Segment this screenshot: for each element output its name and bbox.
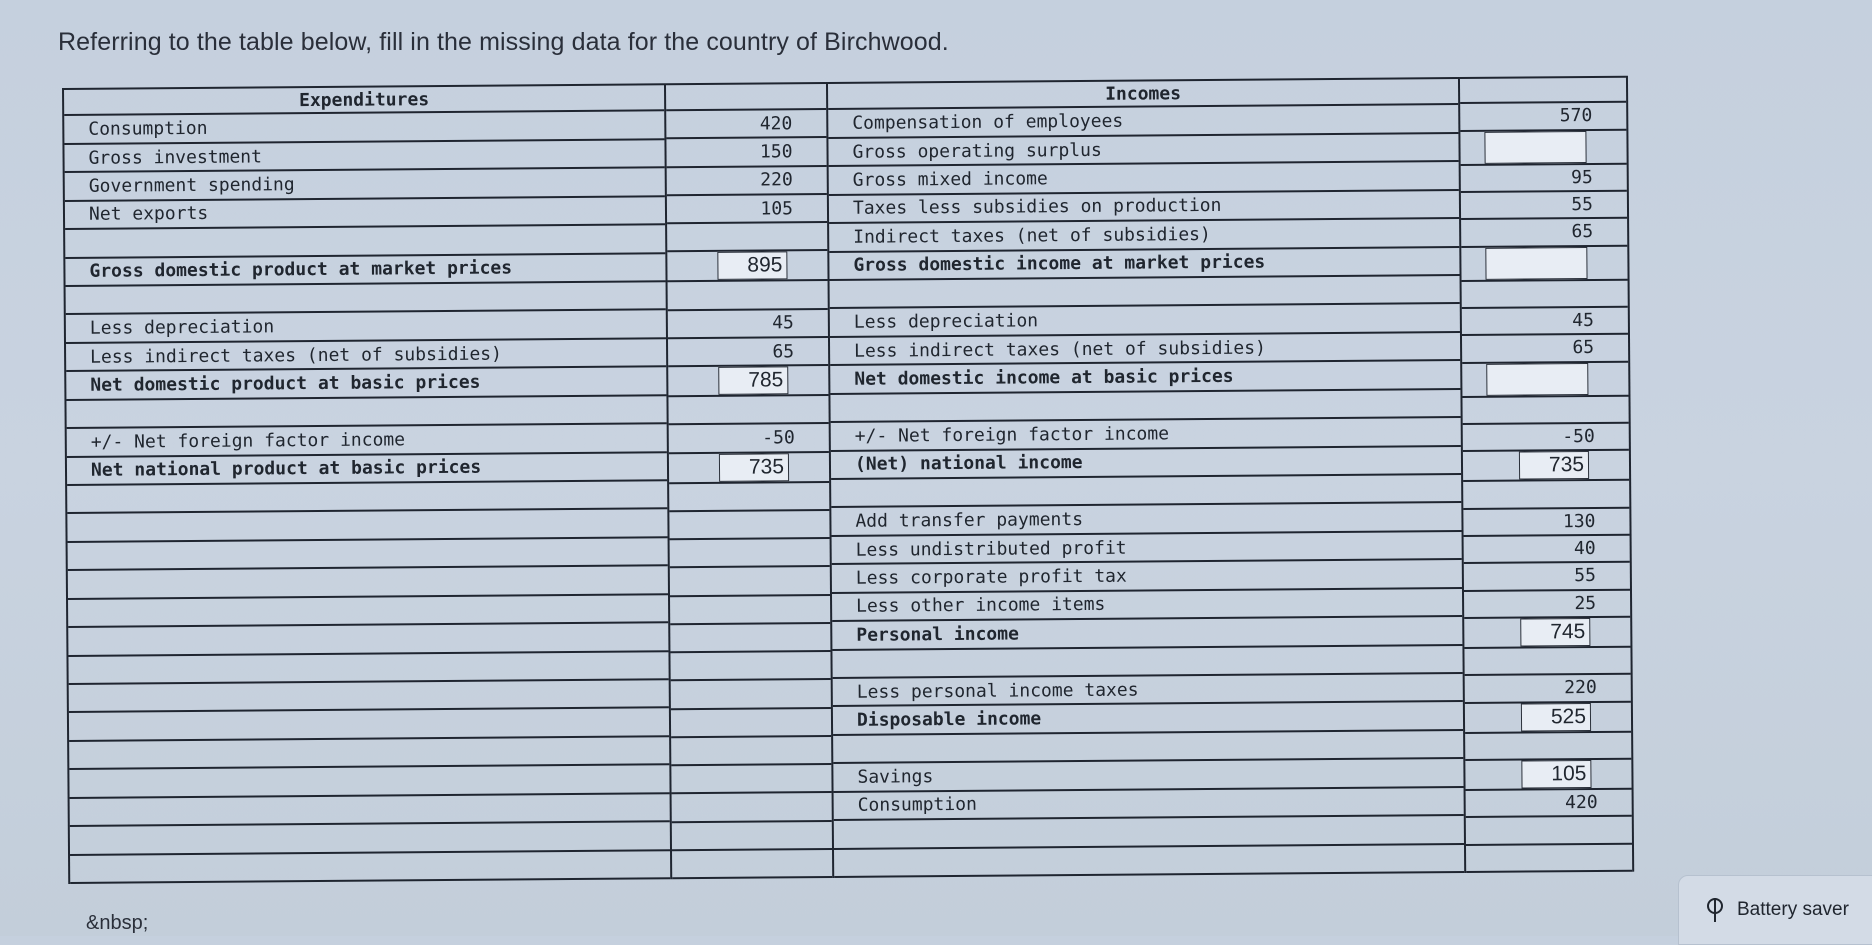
exp-label-less-depreciation: Less depreciation bbox=[66, 311, 666, 344]
gdp-market-answer-input[interactable]: 895 bbox=[717, 252, 787, 281]
exp-label-net-exports: Net exports bbox=[65, 197, 665, 230]
footer-nbsp-text: &nbsp; bbox=[86, 912, 149, 934]
inc-value-less-indirect-taxes: 65 bbox=[1462, 335, 1628, 364]
inc-value-disposable-income-cell bbox=[1465, 702, 1631, 733]
income-label-column bbox=[826, 77, 1464, 878]
exp-value-government-spending: 220 bbox=[667, 167, 827, 196]
inc-value-personal-taxes: 220 bbox=[1465, 675, 1631, 704]
battery-saver-label: Battery saver bbox=[1737, 899, 1849, 920]
inc-value-compensation: 570 bbox=[1460, 103, 1626, 132]
exp-label-government-spending: Government spending bbox=[65, 169, 665, 202]
blank-cell bbox=[668, 281, 828, 310]
expenditure-value-column bbox=[664, 82, 832, 879]
inc-label-national-income: (Net) national income bbox=[831, 447, 1461, 480]
nnp-basic-answer-input[interactable]: 735 bbox=[719, 453, 789, 482]
inc-label-other-income: Less other income items bbox=[832, 589, 1462, 622]
inc-value-ndi-basic-cell bbox=[1462, 362, 1628, 397]
gdi-market-answer-input[interactable] bbox=[1485, 247, 1587, 280]
exp-label-gross-investment: Gross investment bbox=[64, 140, 664, 173]
ndi-basic-answer-input[interactable] bbox=[1486, 363, 1588, 396]
exp-label-consumption: Consumption bbox=[64, 112, 664, 145]
inc-value-undistributed-profit: 40 bbox=[1464, 536, 1630, 565]
blank-cell bbox=[672, 850, 832, 879]
blank-cell bbox=[1463, 481, 1629, 510]
blank-cell bbox=[1466, 844, 1632, 873]
inc-value-less-depreciation: 45 bbox=[1462, 308, 1628, 337]
exp-label-net-foreign-factor: +/- Net foreign factor income bbox=[67, 424, 667, 457]
blank-cell bbox=[70, 851, 670, 884]
inc-value-transfer-payments: 130 bbox=[1463, 508, 1629, 537]
inc-label-undistributed-profit: Less undistributed profit bbox=[832, 532, 1462, 565]
blank-cell bbox=[670, 567, 830, 596]
inc-value-gross-operating-surplus-cell bbox=[1460, 130, 1626, 165]
blank-cell bbox=[672, 793, 832, 823]
inc-label-consumption: Consumption bbox=[834, 788, 1464, 821]
disposable-income-answer-input[interactable]: 525 bbox=[1521, 703, 1591, 732]
exp-label-less-indirect-taxes: Less indirect taxes (net of subsidies) bbox=[66, 339, 666, 372]
inc-label-gross-operating-surplus: Gross operating surplus bbox=[828, 134, 1458, 167]
blank-cell bbox=[669, 511, 829, 540]
national-income-answer-input[interactable]: 735 bbox=[1519, 451, 1589, 480]
inc-label-personal-taxes: Less personal income taxes bbox=[833, 674, 1463, 707]
exp-label-gdp-market: Gross domestic product at market prices bbox=[65, 254, 665, 287]
blank-cell bbox=[670, 652, 830, 681]
blank-cell bbox=[667, 223, 827, 253]
exp-value-gross-investment: 150 bbox=[666, 138, 826, 168]
incomes-header: Incomes bbox=[828, 77, 1458, 110]
exp-value-less-indirect-taxes: 65 bbox=[668, 338, 828, 368]
blank-cell bbox=[834, 845, 1464, 878]
blank-cell bbox=[670, 539, 830, 569]
ndp-basic-answer-input[interactable]: 785 bbox=[718, 366, 788, 395]
blank-cell bbox=[668, 396, 828, 425]
inc-label-indirect-taxes: Indirect taxes (net of subsidies) bbox=[829, 219, 1459, 252]
inc-value-savings-cell bbox=[1465, 760, 1631, 791]
inc-label-less-indirect-taxes: Less indirect taxes (net of subsidies) bbox=[830, 333, 1460, 366]
inc-label-savings: Savings bbox=[833, 759, 1463, 792]
exp-label-nnp-basic: Net national product at basic prices bbox=[67, 453, 667, 486]
exp-label-ndp-basic: Net domestic product at basic prices bbox=[66, 368, 666, 401]
exp-value-consumption: 420 bbox=[666, 110, 826, 139]
inc-value-other-income: 25 bbox=[1464, 590, 1630, 619]
inc-label-transfer-payments: Add transfer payments bbox=[831, 503, 1461, 536]
battery-saver-notification[interactable] bbox=[1678, 875, 1872, 945]
blank-cell bbox=[670, 624, 830, 654]
inc-value-consumption: 420 bbox=[1466, 790, 1632, 819]
inc-label-taxes-less-subsidies: Taxes less subsidies on production bbox=[829, 191, 1459, 224]
blank-cell bbox=[672, 821, 832, 850]
expenditures-header: Expenditures bbox=[64, 83, 664, 116]
blank-cell bbox=[669, 483, 829, 513]
question-prompt: Referring to the table below, fill in the missing data for the country of Birchwood. bbox=[58, 28, 949, 56]
inc-value-gross-mixed-income: 95 bbox=[1461, 164, 1627, 193]
blank-cell bbox=[1462, 396, 1628, 425]
inc-value-net-foreign-factor: -50 bbox=[1463, 424, 1629, 453]
inc-label-personal-income: Personal income bbox=[832, 617, 1462, 650]
inc-label-disposable-income: Disposable income bbox=[833, 702, 1463, 735]
blank-cell bbox=[671, 680, 831, 709]
exp-value-net-exports: 105 bbox=[667, 195, 827, 224]
expenditure-label-column bbox=[62, 83, 670, 884]
inc-value-gdi-market-cell bbox=[1461, 246, 1627, 281]
inc-value-national-income-cell bbox=[1463, 451, 1629, 482]
savings-answer-input[interactable]: 105 bbox=[1521, 760, 1591, 789]
income-value-column bbox=[1458, 76, 1634, 873]
blank-cell bbox=[1464, 648, 1630, 677]
blank-cell bbox=[671, 765, 831, 794]
exp-value-ndp-basic-cell bbox=[668, 366, 828, 397]
inc-label-gdi-market: Gross domestic income at market prices bbox=[829, 248, 1459, 281]
battery-saver-icon bbox=[1705, 896, 1725, 924]
inc-label-compensation: Compensation of employees bbox=[828, 105, 1458, 138]
national-accounts-table bbox=[62, 75, 1674, 884]
gross-operating-surplus-answer-input[interactable] bbox=[1484, 131, 1586, 164]
inc-label-gross-mixed-income: Gross mixed income bbox=[829, 162, 1459, 195]
blank-cell bbox=[671, 737, 831, 766]
inc-value-indirect-taxes: 65 bbox=[1461, 219, 1627, 248]
blank-cell bbox=[1462, 280, 1628, 309]
exp-value-nnp-basic-cell bbox=[669, 453, 829, 484]
blank-cell bbox=[670, 596, 830, 625]
inc-label-net-foreign-factor: +/- Net foreign factor income bbox=[831, 418, 1461, 451]
exp-value-less-depreciation: 45 bbox=[668, 310, 828, 339]
inc-value-taxes-less-subsidies: 55 bbox=[1461, 192, 1627, 221]
blank-cell bbox=[666, 82, 826, 111]
blank-cell bbox=[1460, 76, 1626, 105]
inc-label-ndi-basic: Net domestic income at basic prices bbox=[830, 361, 1460, 394]
inc-label-less-depreciation: Less depreciation bbox=[830, 304, 1460, 337]
blank-cell bbox=[1466, 817, 1632, 846]
blank-cell bbox=[671, 709, 831, 739]
inc-value-personal-income-cell bbox=[1464, 618, 1630, 649]
personal-income-answer-input[interactable]: 745 bbox=[1520, 618, 1590, 647]
inc-value-corporate-tax: 55 bbox=[1464, 563, 1630, 592]
inc-label-corporate-tax: Less corporate profit tax bbox=[832, 560, 1462, 593]
exp-value-net-foreign-factor: -50 bbox=[669, 424, 829, 453]
exp-value-gdp-market-cell bbox=[667, 251, 827, 282]
blank-cell bbox=[1465, 732, 1631, 761]
